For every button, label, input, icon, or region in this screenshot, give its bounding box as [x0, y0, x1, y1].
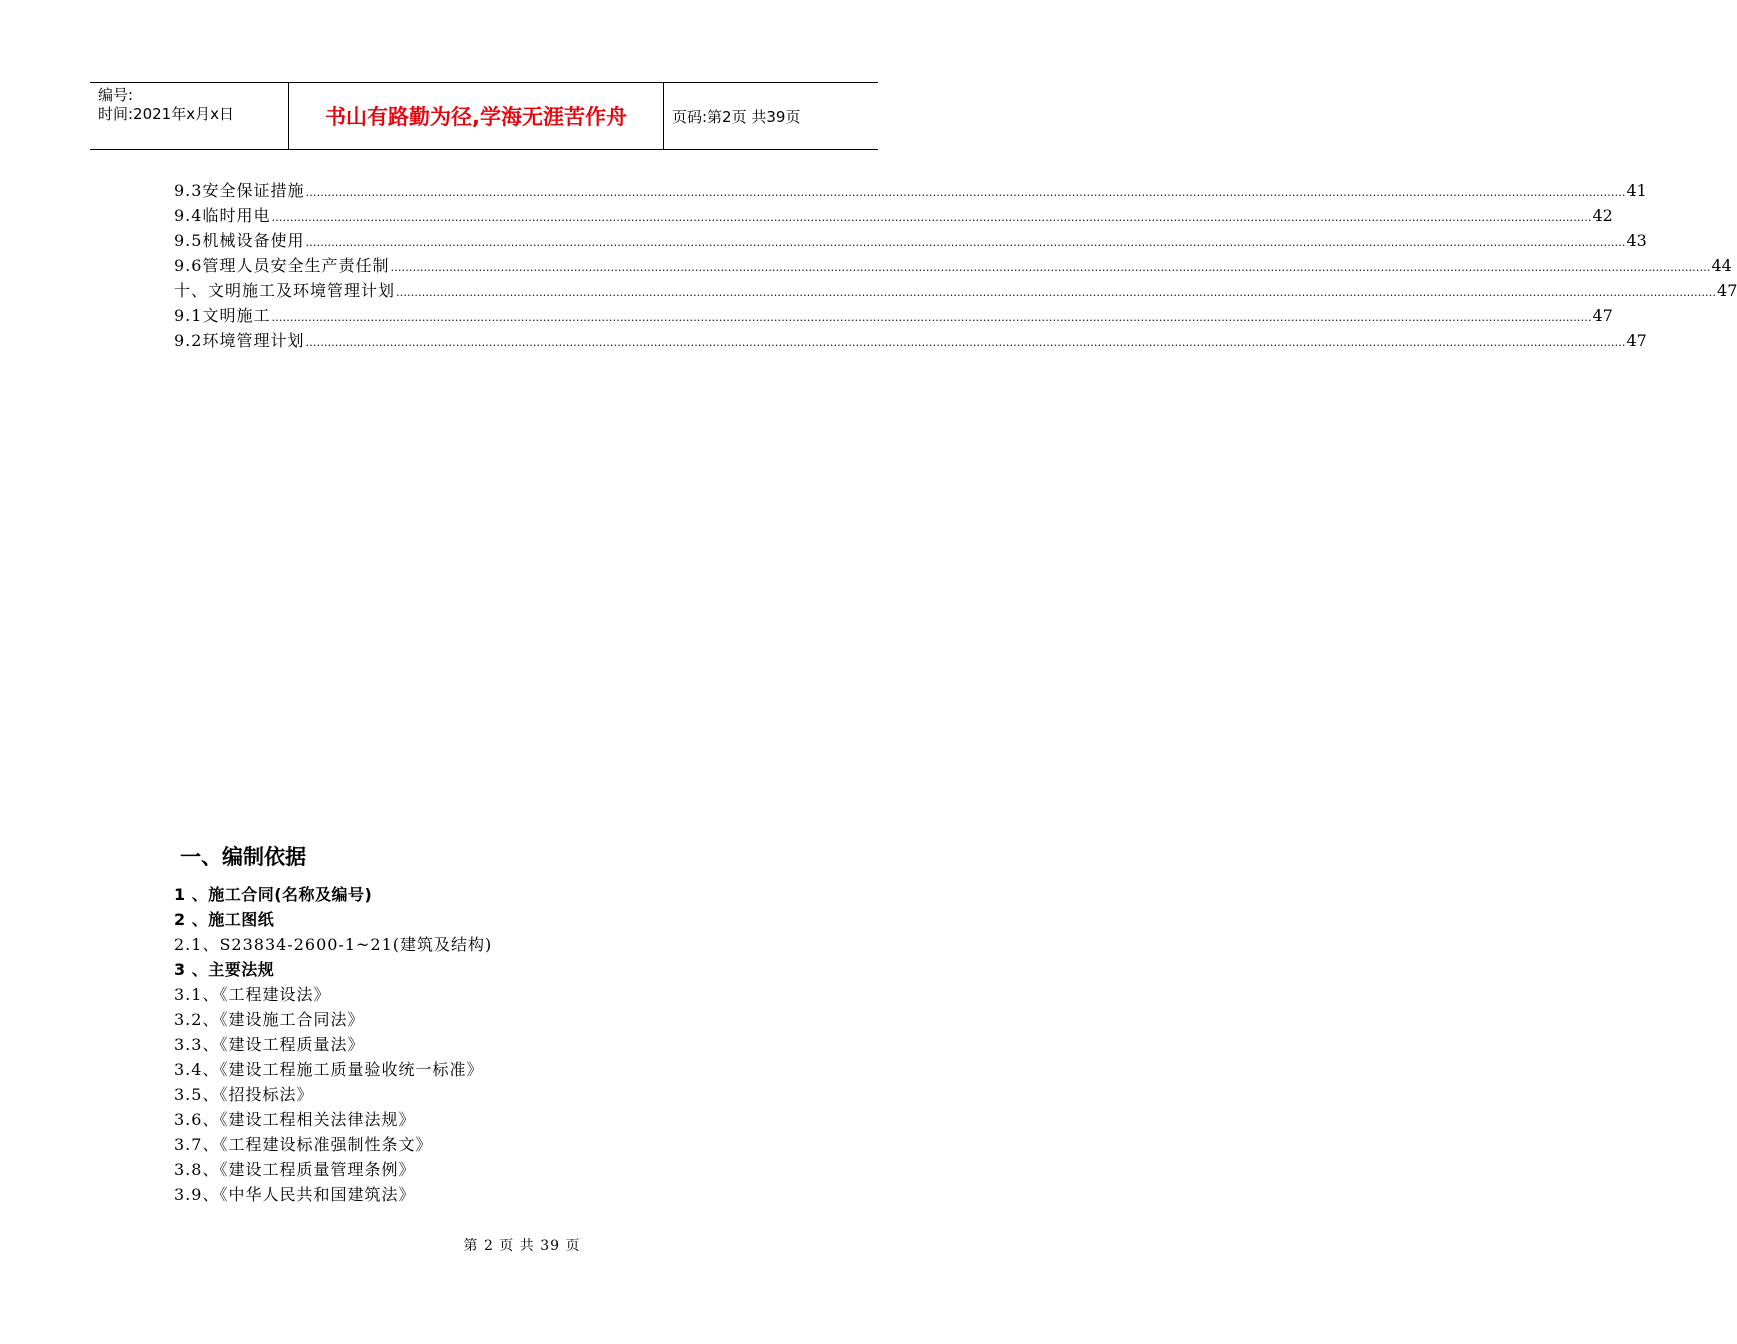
footer-page-number: 第 2 页 共 39 页: [463, 1238, 581, 1254]
toc-leader-dots: ………………………………………………………………………………………………………………………………………………………………………………………………………………………………………………………………………………………………………………………………: [305, 186, 1626, 199]
section-item: 3.9、《中华人民共和国建筑法》: [174, 1185, 416, 1204]
toc-entry-label: 9.6管理人员安全生产责任制: [174, 256, 390, 275]
toc-leader-dots: ………………………………………………………………………………………………………………………………………………………………………………………………………………………………………………………………………………………………………………………………: [271, 211, 1592, 224]
section-item: 3.4、《建设工程施工质量验收统一标准》: [174, 1060, 484, 1079]
section-item: 3.1、《工程建设法》: [174, 985, 331, 1004]
toc-leader-dots: ………………………………………………………………………………………………………………………………………………………………………………………………………………………………………………………………………………………………………………………………: [271, 311, 1592, 324]
section-item: 3.7、《工程建设标准强制性条文》: [174, 1135, 433, 1154]
section-item: 3.3、《建设工程质量法》: [174, 1035, 365, 1054]
toc-entry[interactable]: [174, 328, 1647, 353]
toc-entry-page: 41: [1626, 181, 1647, 200]
section-item: 2.1、S23834-2600-1~21(建筑及结构): [174, 935, 493, 954]
section-item: 3.2、《建设施工合同法》: [174, 1010, 365, 1029]
toc-entry-page: 47: [1717, 281, 1737, 300]
page-footer: [0, 1235, 950, 1255]
table-of-contents: [174, 178, 1737, 353]
toc-entry-label: 9.3安全保证措施: [174, 181, 305, 200]
toc-leader-dots: ………………………………………………………………………………………………………………………………………………………………………………………………………………………………………………………………………………………………………………………………: [305, 236, 1626, 249]
toc-entry-page: 42: [1592, 206, 1613, 225]
header-info-cell: [90, 83, 289, 149]
section-lines: [174, 882, 794, 1207]
page-header: [90, 82, 878, 150]
toc-entry[interactable]: [174, 253, 1732, 278]
section-title: 一、编制依据: [180, 845, 306, 869]
toc-entry-label: 9.2环境管理计划: [174, 331, 305, 350]
toc-entry-page: 47: [1592, 306, 1613, 325]
toc-entry-label: 十、文明施工及环境管理计划: [174, 281, 396, 300]
section-subheading: 3 、主要法规: [174, 960, 275, 979]
toc-entry-page: 43: [1626, 231, 1647, 250]
section-subheading: 1 、施工合同(名称及编号): [174, 885, 373, 904]
toc-entry-page: 47: [1626, 331, 1647, 350]
toc-entry-label: 9.4临时用电: [174, 206, 271, 225]
document-time-label: 时间:2021年x月x日: [98, 105, 234, 123]
toc-entry[interactable]: [174, 203, 1613, 228]
header-motto: 书山有路勤为径,学海无涯苦作舟: [289, 83, 664, 149]
toc-leader-dots: ………………………………………………………………………………………………………………………………………………………………………………………………………………………………………………………………………………………………………………………………: [305, 336, 1626, 349]
toc-entry[interactable]: [174, 303, 1613, 328]
toc-leader-dots: ………………………………………………………………………………………………………………………………………………………………………………………………………………………………………………………………………………………………………………………………: [390, 261, 1711, 274]
toc-leader-dots: ………………………………………………………………………………………………………………………………………………………………………………………………………………………………………………………………………………………………………………………………: [396, 286, 1717, 299]
section-item: 3.5、《招投标法》: [174, 1085, 314, 1104]
section-item: 3.6、《建设工程相关法律法规》: [174, 1110, 416, 1129]
toc-entry-page: 44: [1711, 256, 1732, 275]
toc-entry[interactable]: [174, 278, 1737, 303]
toc-entry[interactable]: [174, 228, 1647, 253]
document-number-label: 编号:: [98, 86, 134, 104]
toc-entry[interactable]: [174, 178, 1647, 203]
section-item: 3.8、《建设工程质量管理条例》: [174, 1160, 416, 1179]
toc-entry-label: 9.5机械设备使用: [174, 231, 305, 250]
header-page-number: 页码:第2页 共39页: [672, 107, 801, 126]
section-subheading: 2 、施工图纸: [174, 910, 275, 929]
compilation-basis-section: [174, 842, 794, 1207]
toc-entry-label: 9.1文明施工: [174, 306, 271, 325]
